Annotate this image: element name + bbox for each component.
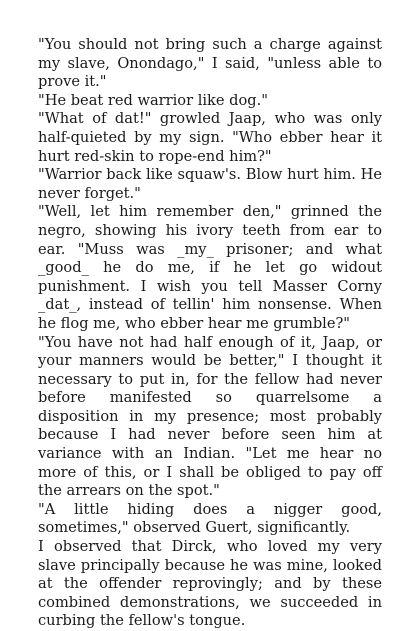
document-page xyxy=(38,36,382,631)
paragraph-8: I observed that Dirck, who loved my very slave principally because he was mine, looked at the offender reprovingly; and by these combined demonstrations, we succeeded in curbing the fellow's tongue. xyxy=(38,538,382,630)
paragraph-2: "He beat red warrior like dog." xyxy=(38,91,268,109)
paragraph-7: "A little hiding does a nigger good, sometimes," observed Guert, significantly. xyxy=(38,500,382,537)
paragraph-5: "Well, let him remember den," grinned the negro, showing his ivory teeth from ear to ear. "Muss was _my_ prisoner; and what _good_ he do me, if he let go widout punishment. I wish you tell Masser Corny _dat_, instead of tellin' him nonsense. When he flog me, who ebber hear me grumble?" xyxy=(38,203,382,332)
paragraph-3: "What of dat!" growled Jaap, who was only half-quieted by my sign. "Who ebber hear it hurt red-skin to rope-end him?" xyxy=(38,110,382,165)
paragraph-1: "You should not bring such a charge against my slave, Onondago," I said, "unless able to prove it." xyxy=(38,36,382,91)
paragraph-4: "Warrior back like squaw's. Blow hurt him. He never forget." xyxy=(38,166,382,202)
paragraph-6: "You have not had half enough of it, Jaap, or your manners would be better," I thought it necessary to put in, for the fellow had never before manifested so quarrelsome a disposition in my presence; most probably because I had never before seen him at variance with an Indian. "Let me hear no more of this, or I shall be obliged to pay off the arrears on the spot." xyxy=(38,333,382,500)
